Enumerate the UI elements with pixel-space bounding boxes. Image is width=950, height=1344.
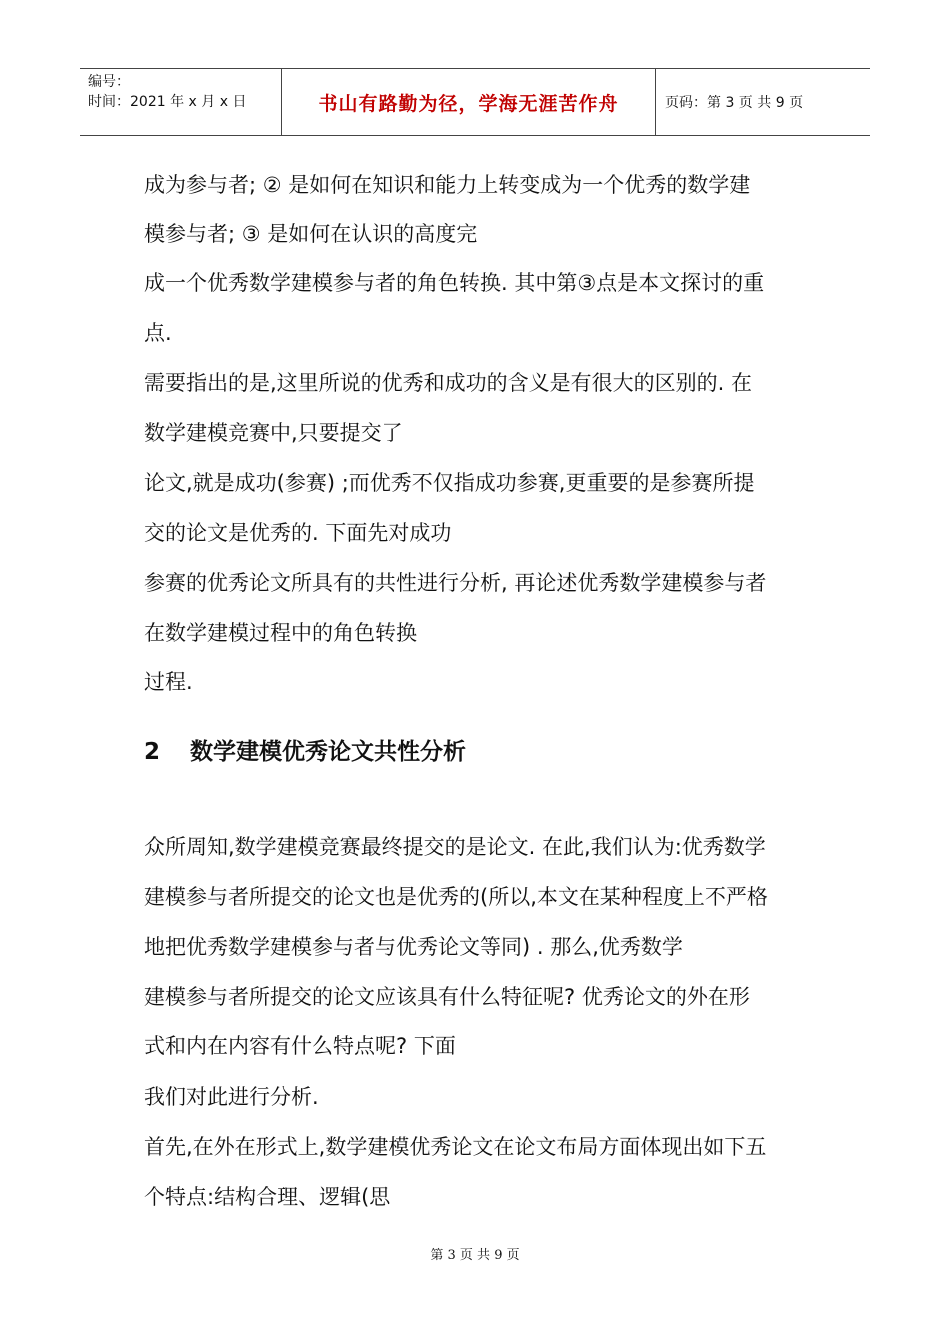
body-line: 在数学建模过程中的角色转换: [144, 621, 417, 645]
page-footer: 第 3 页 共 9 页: [430, 1248, 520, 1263]
section-number: 2: [144, 739, 161, 765]
header-motto-cell: [282, 69, 656, 135]
page-header: [80, 68, 870, 136]
body-line: 交的论文是优秀的. 下面先对成功: [144, 521, 452, 545]
body-line: 需要指出的是,这里所说的优秀和成功的含义是有很大的区别的. 在: [144, 371, 753, 395]
body-line: 数学建模竞赛中,只要提交了: [144, 421, 403, 445]
body-line: 模参与者; ③ 是如何在认识的高度完: [144, 222, 478, 246]
body-line: 建模参与者所提交的论文应该具有什么特征呢? 优秀论文的外在形: [144, 985, 750, 1009]
body-line: 参赛的优秀论文所具有的共性进行分析, 再论述优秀数学建模参与者: [144, 571, 767, 595]
header-page-cell: [656, 69, 870, 135]
body-line: 首先,在外在形式上,数学建模优秀论文在论文布局方面体现出如下五: [144, 1135, 767, 1159]
body-line: 个特点:结构合理、逻辑(思: [144, 1185, 391, 1209]
document-date-label: 时间：2021 年 x 月 x 日: [88, 94, 247, 110]
header-page-number: 页码：第 3 页 共 9 页: [665, 95, 804, 111]
body-line: 式和内在内容有什么特点呢? 下面: [144, 1034, 456, 1058]
body-line: 点.: [144, 321, 172, 345]
body-line: 过程.: [144, 670, 193, 694]
document-number-label: 编号：: [88, 74, 130, 90]
body-line: 众所周知,数学建模竞赛最终提交的是论文. 在此,我们认为:优秀数学: [144, 835, 766, 859]
body-line: 成为参与者; ② 是如何在知识和能力上转变成为一个优秀的数学建: [144, 173, 751, 197]
body-line: 建模参与者所提交的论文也是优秀的(所以,本文在某种程度上不严格: [144, 885, 768, 909]
body-line: 论文,就是成功(参赛) ;而优秀不仅指成功参赛,更重要的是参赛所提: [144, 471, 755, 495]
body-line: 我们对此进行分析.: [144, 1085, 319, 1109]
header-motto: 书山有路勤为径，学海无涯苦作舟: [318, 92, 619, 115]
section-title: 数学建模优秀论文共性分析: [190, 739, 466, 765]
body-line: 成一个优秀数学建模参与者的角色转换. 其中第③点是本文探讨的重: [144, 271, 765, 295]
body-line: 地把优秀数学建模参与者与优秀论文等同) . 那么,优秀数学: [144, 935, 683, 959]
section-heading: [144, 737, 466, 767]
header-meta: [80, 69, 282, 135]
